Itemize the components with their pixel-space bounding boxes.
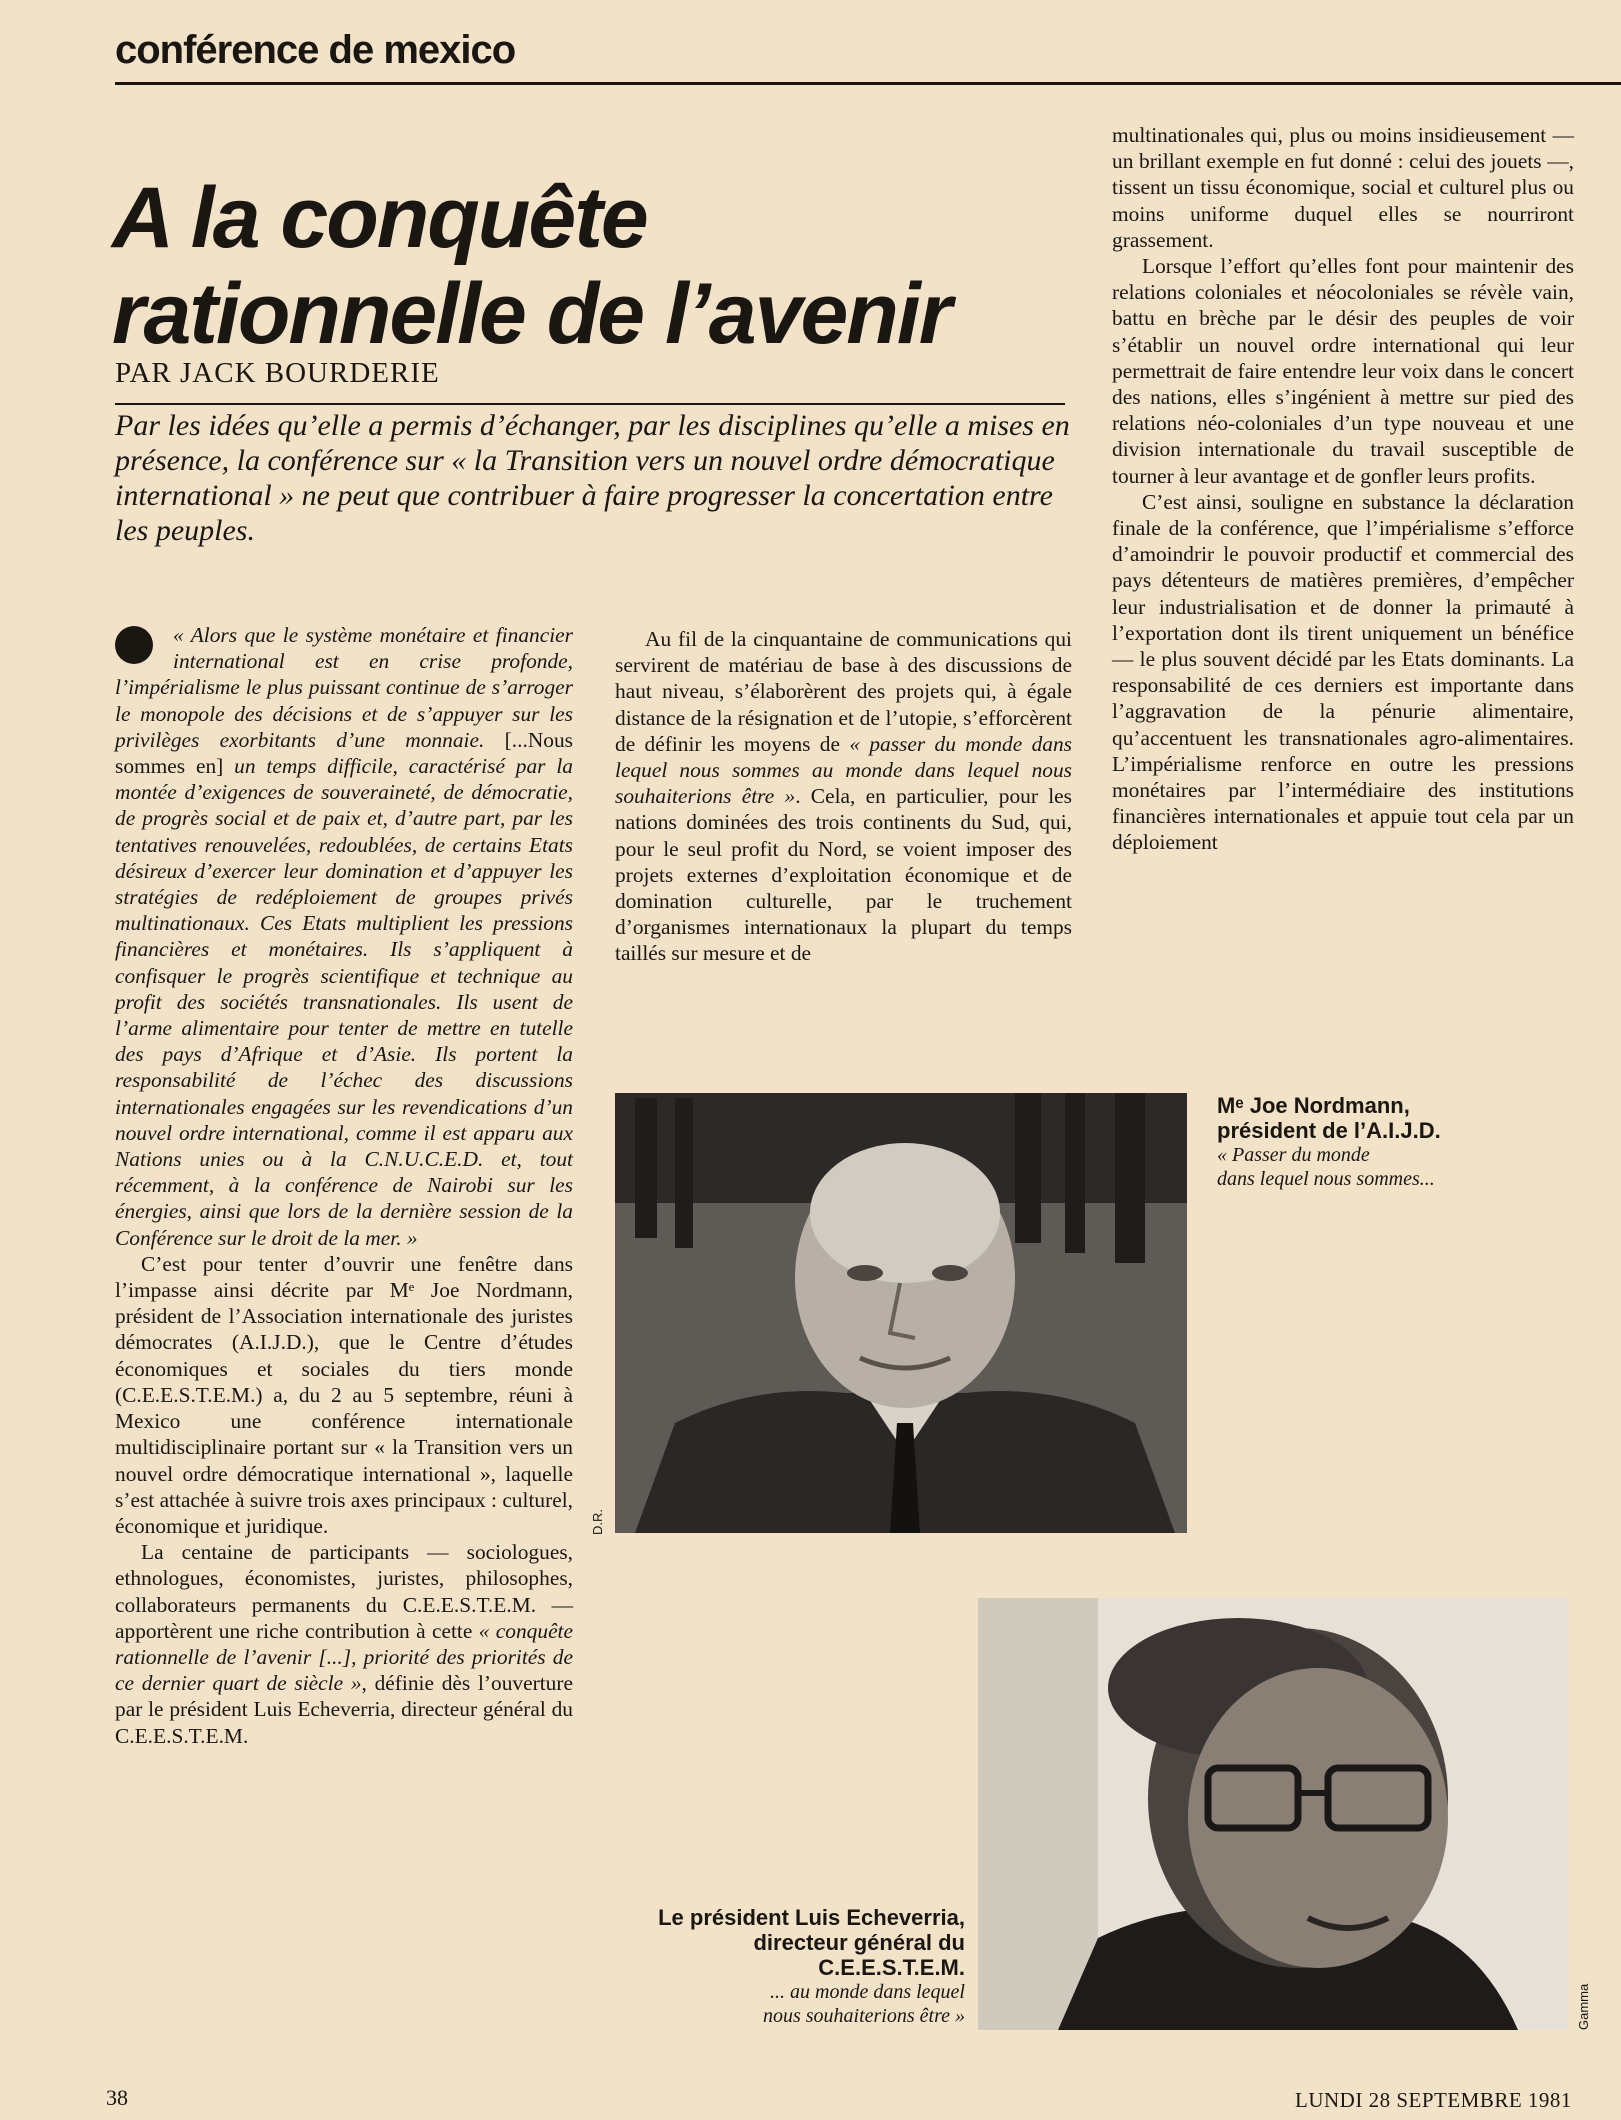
photo2-credit: Gamma [1576, 1983, 1591, 2030]
col1-paragraph-3 [115, 1539, 573, 1749]
photo1-credit: D.R. [590, 1509, 605, 1535]
col2-p1a: Au fil de la cinquantaine de communications qui servirent de matériau de base à des discussions de haut niveau, s’élaborèrent des projets qui, à égale distance de la résignation et de l’utopie, s’efforcèrent de définir les moyens de [615, 627, 1072, 756]
photo2-caption [560, 1905, 965, 2028]
article-lead: Par les idées qu’elle a permis d’échanger, par les disciplines qu’elle a mises en présence, la conférence sur « la Transition vers un nouvel ordre démocratique international » ne peut que contribuer à faire progresser la concertation entre les peuples. [115, 409, 1070, 547]
article-title [112, 170, 950, 362]
column-3 [1112, 122, 1574, 856]
photo2-caption-quote-2: nous souhaiterions être » [762, 2005, 965, 2027]
col1-quote-b: [...Nous sommes en] [115, 727, 573, 779]
col1-quote-c: un temps difficile, caractérisé par la montée d’exigences de souveraineté, de démocratie, de progrès social et de paix et, d’autre part, par les tentatives renouvelées, redoublées, de certains Etats désireux d’exercer leur domination et d’appuyer les stratégies de redéploiement de groupes privés multinationaux. Ces Etats multiplient les pressions financières et monétaires. Ils s’appliquent à confisquer le progrès scientifique et technique au profit des sociétés transnationales. Ils usent de l’arme alimentaire pour tenter de mettre en tutelle des pays d’Afrique et d’Asie. Ils portent la responsabilité de l’échec des discussions internationales engagées sur les revendications d’un nouvel ordre international, comme il est apparu aux Nations unies ou à la C.N.U.C.E.D. et, tout récemment, à la conférence de Nairobi sur les énergies, ainsi que lors de la dernière session de la Conférence sur le droit de la mer. » [115, 754, 574, 1250]
portrait-nordmann-image [615, 1093, 1187, 1533]
lead-bullet-icon [115, 626, 153, 664]
photo-joe-nordmann [615, 1093, 1187, 1533]
col1-p3b: « conquête rationnelle de l’avenir [...], priorité des priorités de ce dernier quart de siècle » [115, 1618, 573, 1696]
portrait-echeverria-image [978, 1598, 1568, 2030]
photo2-caption-line-3: C.E.E.S.T.E.M. [818, 1955, 965, 1980]
title-line-1: A la conquête [112, 170, 647, 266]
header-rule [115, 82, 1621, 85]
col3-paragraph-2: Lorsque l’effort qu’elles font pour maintenir des relations coloniales et néocoloniales se révèle vain, battu en brèche par le désir des peuples de voir s’établir un nouvel ordre international qui leur permettrait de faire entendre leur voix dans le concert des nations, elles s’ingénient à mettre sur pied des relations néo-coloniales d’un type nouveau et une division internationale du travail susceptible de tourner à leur avantage et de gonfler leurs profits. [1112, 254, 1574, 488]
section-heading: conférence de mexico [115, 28, 516, 72]
column-1 [115, 622, 573, 1749]
col1-quote-a: « Alors que le système monétaire et financier international est en crise profonde, l’impérialisme le plus puissant continue de s’arroger le monopole des décisions et de s’appuyer sur les privilèges exorbitants d’une monnaie. [115, 623, 573, 752]
byline: PAR JACK BOURDERIE [115, 357, 440, 389]
title-line-2: rationnelle de l’avenir [112, 266, 951, 362]
photo1-caption-quote-1: « Passer du monde [1217, 1144, 1370, 1166]
photo-luis-echeverria [978, 1598, 1568, 2030]
photo1-caption [1217, 1093, 1557, 1191]
photo1-caption-name: Mᵉ Joe Nordmann, [1217, 1093, 1410, 1118]
issue-date: LUNDI 28 SEPTEMBRE 1981 [1295, 2088, 1572, 2112]
col1-quote-paragraph [115, 622, 573, 1251]
col2-p1c: . Cela, en particulier, pour les nations dominées des trois continents du Sud, qui, pour le seul profit du Nord, se voient imposer des projets externes d’exploitation économique et de domination culturelle, par le truchement d’organismes internationaux la plupart du temps taillés sur mesure et de [615, 784, 1072, 966]
byline-rule [115, 403, 1065, 405]
photo2-caption-quote-1: ... au monde dans lequel [770, 1981, 965, 2003]
col1-paragraph-2: C’est pour tenter d’ouvrir une fenêtre dans l’impasse ainsi décrite par Mᵉ Joe Nordmann, président de l’Association internationale des juristes démocrates (A.I.J.D.), que le Centre d’études économiques et sociales du tiers monde (C.E.E.S.T.E.M.) a, du 2 au 5 septembre, réuni à Mexico une conférence internationale multidisciplinaire portant sur « la Transition vers un nouvel ordre démocratique international », laquelle s’est attachée à suivre trois axes principaux : culturel, économique et juridique. [115, 1251, 573, 1538]
col2-paragraph-1 [615, 626, 1072, 967]
page-number: 38 [106, 2085, 128, 2110]
col3-paragraph-3: C’est ainsi, souligne en substance la déclaration finale de la conférence, que l’impérialisme s’efforce d’amoindrir le pouvoir productif et commercial des pays détenteurs de matières premières, d’empêcher leur industrialisation et de donner la primauté à l’exportation dont ils tirent uniquement un bénéfice — le plus souvent décidé par les Etats dominants. La responsabilité de ces derniers est importante dans l’aggravation de la pénurie alimentaire, qu’accentuent les transnationales agro-alimentaires. L’impérialisme renforce en outre les pressions monétaires par l’intermédiaire des institutions financières internationales et appuie tout cela par un déploiement [1112, 489, 1574, 855]
photo2-caption-line-2: directeur général du [753, 1930, 965, 1955]
photo1-caption-quote-2: dans lequel nous sommes... [1217, 1168, 1435, 1190]
column-2 [615, 626, 1072, 967]
col2-p1b: « passer du monde dans lequel nous sommes au monde dans lequel nous souhaiterions être » [615, 731, 1072, 809]
col1-p3c: , définie dès l’ouverture par le président Luis Echeverria, directeur général du C.E.E.S.T.E.M. [115, 1671, 573, 1748]
col1-p3a: La centaine de participants — sociologues, ethnologues, économistes, juristes, philosophes, collaborateurs permanents du C.E.E.S.T.E.M. — apportèrent une riche contribution à cette [115, 1540, 573, 1643]
photo2-caption-line-1: Le président Luis Echeverria, [658, 1905, 965, 1930]
photo1-caption-role: président de l’A.I.J.D. [1217, 1118, 1441, 1143]
col3-paragraph-1: multinationales qui, plus ou moins insidieusement — un brillant exemple en fut donné : celui des jouets —, tissent un tissu économique, social et culturel plus ou moins uniforme duquel elles se nourriront grassement. [1112, 123, 1574, 252]
